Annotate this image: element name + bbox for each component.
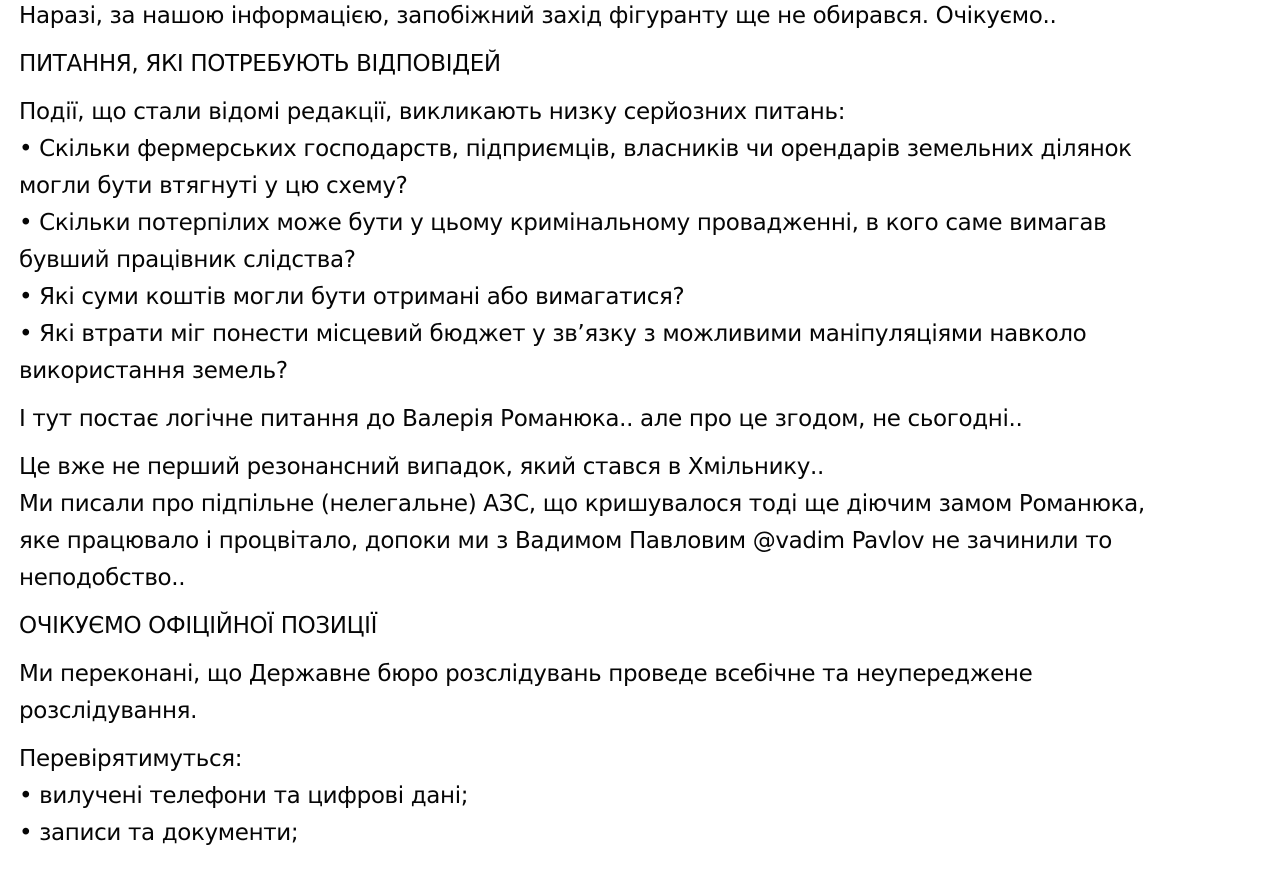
text-line: • Скільки потерпілих може бути у цьому кримінальному провадженні, в кого саме вимагав [19, 210, 1107, 236]
text-line: використання земель? [19, 358, 288, 384]
list-item [19, 131, 1255, 205]
text-line: • Які втрати міг понести місцевий бюджет у зв’язку з можливими маніпуляціями навколо [19, 321, 1087, 347]
section-heading-official-position: ОЧІКУЄМО ОФІЦІЙНОЇ ПОЗИЦІЇ [19, 613, 378, 639]
paragraph-romaniuk [19, 401, 1255, 438]
list-item [19, 205, 1255, 279]
text-line: яке працювало і процвітало, допоки ми з Вадимом Павловим @vadim Pavlov не зачинили то [19, 528, 1113, 554]
text-line: Перевірятимуться: [19, 746, 243, 772]
paragraph-dbr [19, 656, 1255, 730]
paragraph-preventive-measure [19, 0, 1255, 35]
paragraph-checks [19, 741, 1255, 852]
text-line: неподобство.. [19, 565, 186, 591]
paragraph-questions [19, 94, 1255, 390]
text-line: І тут постає логічне питання до Валерія Романюка.. але про це згодом, не сьогодні.. [19, 406, 1023, 432]
section-heading-questions: ПИТАННЯ, ЯКІ ПОТРЕБУЮТЬ ВІДПОВІДЕЙ [19, 51, 501, 77]
text-line: Ми писали про підпільне (нелегальне) АЗС, що кришувалося тоді ще діючим замом Романюка, [19, 491, 1145, 517]
post-body [19, 0, 1255, 863]
text-line: Ми переконані, що Державне бюро розслідувань проведе всебічне та неупереджене [19, 661, 1033, 687]
list-item: • вилучені телефони та цифрові дані; [19, 783, 469, 809]
text-line: Це вже не перший резонансний випадок, який стався в Хмільнику.. [19, 454, 824, 480]
text-line: могли бути втягнуті у цю схему? [19, 173, 408, 199]
text-line: розслідування. [19, 698, 198, 724]
text-line: • Скільки фермерських господарств, підприємців, власників чи орендарів земельних ділянок [19, 136, 1132, 162]
text-line: Наразі, за нашою інформацією, запобіжний захід фігуранту ще не обирався. Очікуємо.. [19, 3, 1057, 29]
list-item: • записи та документи; [19, 820, 299, 846]
text-line: бувший працівник слідства? [19, 247, 356, 273]
list-item [19, 316, 1255, 390]
list-item [19, 279, 1255, 316]
text-line: • Які суми коштів могли бути отримані або вимагатися? [19, 284, 685, 310]
paragraph-previous-case [19, 449, 1255, 597]
text-line: Події, що стали відомі редакції, викликають низку серйозних питань: [19, 99, 846, 125]
